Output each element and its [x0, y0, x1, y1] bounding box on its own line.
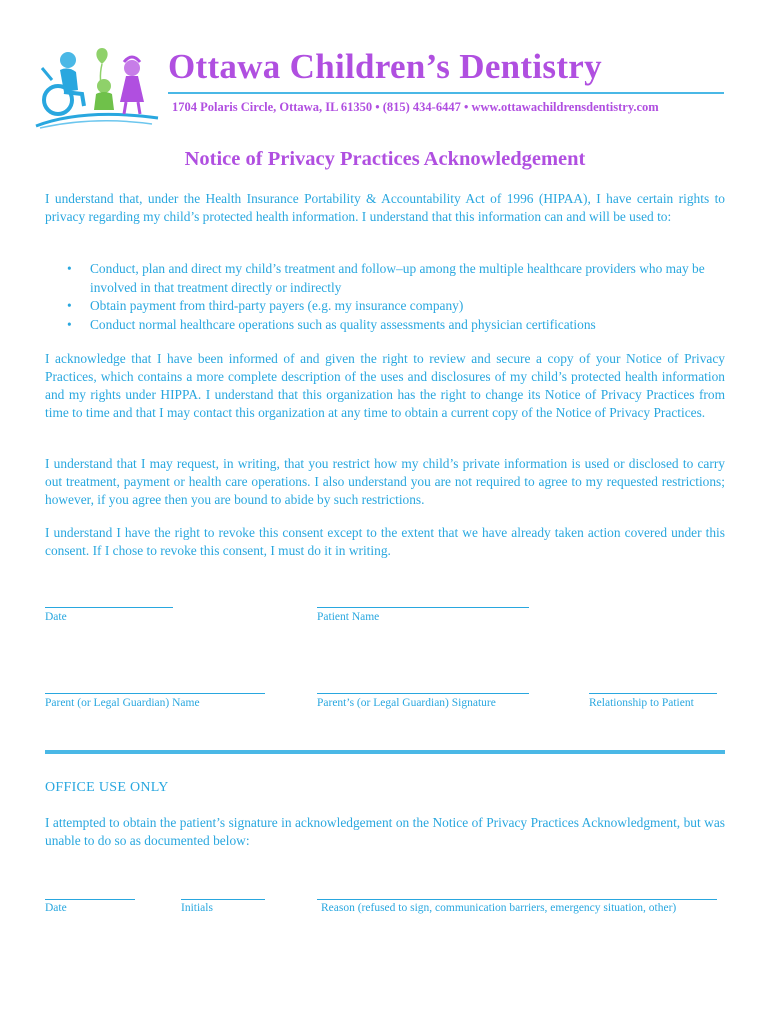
initials-label: Initials	[181, 902, 213, 914]
intro-paragraph: I understand that, under the Health Insurance Portability & Accountability Act of 1996 (HIPAA), I have certain rights to privacy regarding my child’s protected health information. I understand that this information can and will be used to:	[45, 191, 725, 224]
date-signature-line[interactable]	[45, 607, 173, 608]
list-item: • Obtain payment from third-party payers (e.g. my insurance company)	[67, 298, 464, 313]
clinic-name: Ottawa Children’s Dentistry	[168, 47, 602, 86]
list-item: • Conduct, plan and direct my child’s treatment and follow–up among the multiple healthcare providers who may be involved in that treatment directly or indirectly	[67, 261, 705, 295]
list-item: • Conduct normal healthcare operations such as quality assessments and physician certifications	[67, 316, 596, 332]
date-label: Date	[45, 611, 67, 623]
restriction-paragraph: I understand that I may request, in writing, that you restrict how my child’s private information is used or disclosed to carry out treatment, payment or health care operations. I also understand you are not required to agree to my requested restrictions; however, if you agree then you are bound to abide by such restrictions.	[45, 456, 725, 507]
header-divider	[168, 92, 724, 94]
children-logo-icon	[34, 46, 162, 130]
revoke-paragraph: I understand I have the right to revoke this consent except to the extent that we have already taken action covered under this consent. If I chose to revoke this consent, I must do it in writing.	[45, 525, 725, 558]
guardian-signature-label: Parent’s (or Legal Guardian) Signature	[317, 697, 496, 709]
document-title: Notice of Privacy Practices Acknowledgement	[184, 148, 586, 170]
patient-name-line[interactable]	[317, 607, 529, 608]
reason-line[interactable]	[317, 899, 717, 900]
relationship-label: Relationship to Patient	[589, 697, 694, 709]
guardian-name-line[interactable]	[45, 693, 265, 694]
office-use-statement: I attempted to obtain the patient’s signature in acknowledgement on the Notice of Privacy Practices Acknowledgment, but was unable to do so as documented below:	[45, 815, 725, 848]
usage-list	[45, 260, 725, 334]
reason-label: Reason (refused to sign, communication barriers, emergency situation, other)	[321, 902, 677, 914]
office-date-line[interactable]	[45, 899, 135, 900]
office-use-heading: OFFICE USE ONLY	[45, 780, 169, 795]
relationship-line[interactable]	[589, 693, 717, 694]
guardian-name-label: Parent (or Legal Guardian) Name	[45, 697, 200, 709]
guardian-signature-line[interactable]	[317, 693, 529, 694]
patient-name-label: Patient Name	[317, 611, 380, 623]
section-divider	[45, 750, 725, 754]
acknowledge-paragraph: I acknowledge that I have been informed of and given the right to review and secure a copy of your Notice of Privacy Practices, which contains a more complete description of the uses and disclosures of my child’s protected health information and my rights under HIPPA. I understand that this organization has the right to change its Notice of Privacy Practices from time to time and that I may contact this organization at any time to obtain a current copy of the Notice of Privacy Practices.	[45, 351, 725, 420]
initials-line[interactable]	[181, 899, 265, 900]
clinic-address: 1704 Polaris Circle, Ottawa, IL 61350 • (815) 434-6447 • www.ottawachildrensdentistry.com	[172, 100, 659, 114]
office-date-label: Date	[45, 902, 67, 914]
